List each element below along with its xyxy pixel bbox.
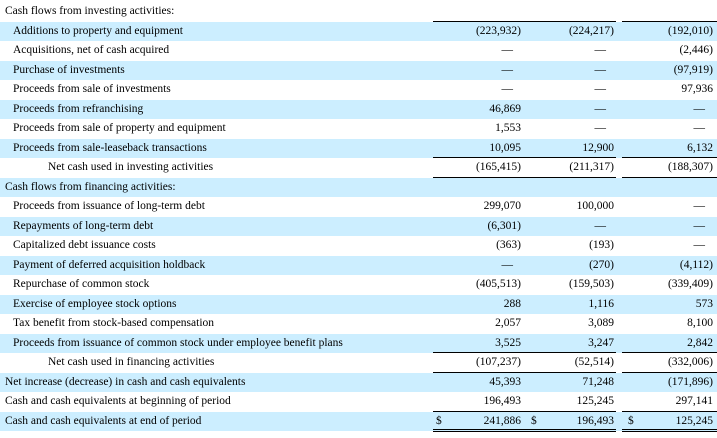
row-label: Capitalized debt issuance costs bbox=[13, 239, 156, 251]
row-label: Additions to property and equipment bbox=[13, 24, 183, 37]
column-rule bbox=[526, 411, 616, 412]
cell-value: 241,886 bbox=[483, 414, 521, 427]
cell-value: 3,525 bbox=[495, 336, 521, 349]
cell-value: 1,553 bbox=[495, 122, 521, 134]
cell-value: — bbox=[594, 63, 606, 76]
table-row bbox=[0, 353, 717, 373]
column-rule bbox=[526, 352, 616, 353]
cell-value: — bbox=[501, 63, 513, 76]
cell-value: 2,057 bbox=[495, 317, 521, 329]
row-label: Tax benefit from stock-based compensation bbox=[13, 317, 215, 329]
cell-value: (52,514) bbox=[574, 356, 614, 368]
column-rule bbox=[433, 429, 527, 432]
cell-value: (224,217) bbox=[568, 24, 614, 37]
table-row bbox=[0, 256, 717, 276]
cell-value: — bbox=[693, 102, 705, 115]
cell-value: — bbox=[501, 83, 513, 95]
row-label: Repayments of long-term debt bbox=[13, 219, 154, 232]
cell-value: (107,237) bbox=[475, 356, 521, 368]
table-row bbox=[0, 295, 717, 315]
column-rule bbox=[433, 372, 527, 373]
cell-value: 125,245 bbox=[576, 395, 614, 407]
cell-value: — bbox=[501, 44, 513, 56]
currency-symbol: $ bbox=[628, 414, 634, 427]
row-label: Cash flows from investing activities: bbox=[5, 5, 175, 17]
cell-value: 12,900 bbox=[582, 141, 614, 154]
cell-value: — bbox=[693, 122, 705, 134]
cell-value: 1,116 bbox=[588, 297, 614, 310]
cell-value: 10,095 bbox=[489, 141, 521, 154]
cell-value: 6,132 bbox=[687, 141, 713, 154]
table-row bbox=[0, 373, 717, 393]
table-row bbox=[0, 139, 717, 159]
cell-value: 45,393 bbox=[489, 375, 521, 388]
cell-value: 196,493 bbox=[483, 395, 521, 407]
cell-value: 71,248 bbox=[582, 375, 614, 388]
column-rule bbox=[526, 21, 616, 22]
cell-value: (339,409) bbox=[667, 278, 713, 290]
cell-value: — bbox=[594, 122, 606, 134]
row-label: Proceeds from issuance of common stock under employee benefit plans bbox=[13, 336, 343, 349]
row-label: Net increase (decrease) in cash and cash equivalents bbox=[5, 375, 246, 388]
table-row bbox=[0, 22, 717, 42]
row-label: Exercise of employee stock options bbox=[13, 297, 177, 310]
currency-symbol: $ bbox=[531, 414, 537, 427]
table-row bbox=[0, 41, 717, 61]
column-rule bbox=[622, 177, 717, 178]
row-label: Purchase of investments bbox=[13, 63, 125, 76]
table-row bbox=[0, 334, 717, 354]
cell-value: — bbox=[594, 219, 606, 232]
currency-symbol: $ bbox=[436, 414, 442, 427]
row-label: Proceeds from sale of property and equipment bbox=[13, 122, 226, 134]
column-rule bbox=[433, 177, 527, 178]
table-row bbox=[0, 178, 717, 198]
cell-value: 196,493 bbox=[576, 414, 614, 427]
row-label: Net cash used in investing activities bbox=[48, 161, 214, 173]
row-label: Net cash used in financing activities bbox=[48, 356, 215, 368]
cell-value: (188,307) bbox=[667, 161, 713, 173]
cell-value: (270) bbox=[589, 258, 614, 271]
cell-value: (363) bbox=[496, 239, 521, 251]
table-row bbox=[0, 314, 717, 334]
cell-value: — bbox=[594, 83, 606, 95]
cell-value: — bbox=[693, 219, 705, 232]
cell-value: (4,112) bbox=[679, 258, 713, 271]
table-row bbox=[0, 158, 717, 178]
row-label: Cash and cash equivalents at beginning of period bbox=[5, 395, 231, 407]
column-rule bbox=[622, 372, 717, 373]
cell-value: (2,446) bbox=[679, 44, 713, 56]
cell-value: — bbox=[501, 258, 513, 271]
cell-value: (223,932) bbox=[475, 24, 521, 37]
table-row bbox=[0, 100, 717, 120]
cell-value: 297,141 bbox=[675, 395, 713, 407]
cell-value: (192,010) bbox=[667, 24, 713, 37]
table-row bbox=[0, 275, 717, 295]
row-label: Proceeds from sale-leaseback transactions bbox=[13, 141, 207, 154]
table-row bbox=[0, 2, 717, 22]
cell-value: 97,936 bbox=[681, 83, 713, 95]
cell-value: (405,513) bbox=[475, 278, 521, 290]
row-label: Payment of deferred acquisition holdback bbox=[13, 258, 206, 271]
table-row bbox=[0, 80, 717, 100]
column-rule bbox=[622, 352, 717, 353]
cell-value: 46,869 bbox=[489, 102, 521, 115]
row-label: Proceeds from issuance of long-term debt bbox=[13, 200, 205, 212]
column-rule bbox=[433, 21, 527, 22]
cell-value: (171,896) bbox=[667, 375, 713, 388]
column-rule bbox=[433, 157, 527, 158]
column-rule bbox=[433, 411, 527, 412]
column-rule bbox=[433, 352, 527, 353]
cell-value: 2,842 bbox=[687, 336, 713, 349]
column-rule bbox=[526, 429, 616, 432]
cell-value: — bbox=[693, 239, 705, 251]
row-label: Acquisitions, net of cash acquired bbox=[13, 44, 170, 56]
column-rule bbox=[622, 429, 717, 432]
column-rule bbox=[526, 157, 616, 158]
cell-value: — bbox=[594, 44, 606, 56]
column-rule bbox=[526, 372, 616, 373]
cell-value: (332,006) bbox=[667, 356, 713, 368]
cell-value: 299,070 bbox=[483, 200, 521, 212]
table-row bbox=[0, 119, 717, 139]
table-row bbox=[0, 217, 717, 237]
table-row bbox=[0, 392, 717, 412]
row-label: Repurchase of common stock bbox=[13, 278, 150, 290]
column-rule bbox=[622, 411, 717, 412]
cell-value: 3,247 bbox=[588, 336, 614, 349]
cell-value: 3,089 bbox=[588, 317, 614, 329]
row-label: Cash flows from financing activities: bbox=[5, 180, 176, 193]
cell-value: — bbox=[594, 102, 606, 115]
column-rule bbox=[622, 157, 717, 158]
table-row bbox=[0, 236, 717, 256]
cell-value: 573 bbox=[695, 297, 713, 310]
cell-value: — bbox=[693, 200, 705, 212]
row-label: Cash and cash equivalents at end of period bbox=[5, 414, 202, 427]
cell-value: 8,100 bbox=[687, 317, 713, 329]
cell-value: (6,301) bbox=[487, 219, 521, 232]
cell-value: (193) bbox=[589, 239, 614, 251]
table-row bbox=[0, 197, 717, 217]
row-label: Proceeds from refranchising bbox=[13, 102, 144, 115]
column-rule bbox=[526, 177, 616, 178]
table-row bbox=[0, 61, 717, 81]
cell-value: 125,245 bbox=[675, 414, 713, 427]
cell-value: (159,503) bbox=[568, 278, 614, 290]
row-label: Proceeds from sale of investments bbox=[13, 83, 171, 95]
cell-value: (97,919) bbox=[673, 63, 713, 76]
cell-value: 100,000 bbox=[576, 200, 614, 212]
column-rule bbox=[622, 21, 717, 22]
cell-value: 288 bbox=[503, 297, 521, 310]
cell-value: (211,317) bbox=[569, 161, 614, 173]
cell-value: (165,415) bbox=[475, 161, 521, 173]
